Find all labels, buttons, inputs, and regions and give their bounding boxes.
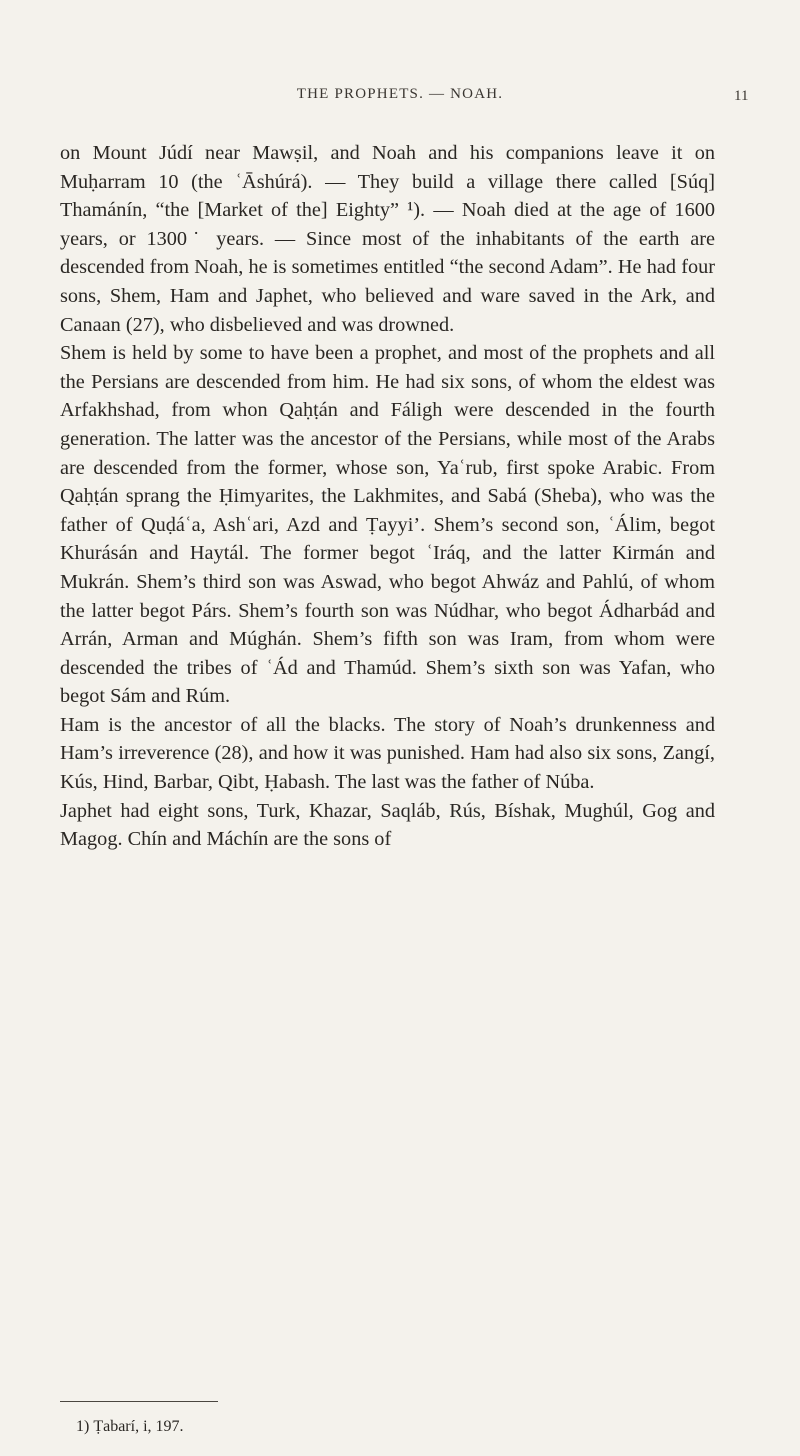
footnote: 1) Ṭabarí, i, 197. [76, 1418, 184, 1435]
paragraph: Ham is the ancestor of all the blacks. The story of Noah’s drunkenness and Ham’s irreverence (28), and how it was punished. Ham had also six sons, Zangí, Kús, Hind, Barbar, Qibt, Ḥabash. The last was the father of Núba. [60, 713, 715, 794]
paragraph: Japhet had eight sons, Turk, Khazar, Saqláb, Rús, Bíshak, Mughúl, Gog and Magog. Chín and Máchín are the sons of [60, 799, 715, 851]
paragraph: Shem is held by some to have been a prophet, and most of the prophets and all the Persians are descended from him. He had six sons, of whom the eldest was Arfakhshad, from whon Qaḥṭán and Fáligh were descended in the fourth generation. The latter was the ancestor of the Persians, while most of the Arabs are descended from the former, whose son, Yaʿrub, first spoke Arabic. From Qaḥṭán sprang the Ḥimyarites, the Lakhmites, and Sabá (Sheba), who was the father of Quḍáʿa, Ashʿari, Azd and Ṭayyi’. Shem’s second son, ʿÁlim, begot Khurásán and Haytál. The former begot ʿIráq, and the latter Kirmán and Mukrán. Shem’s third son was Aswad, who begot Ahwáz and Pahlú, of whom the latter begot Párs. Shem’s fourth son was Núdhar, who begot Ádharbád and Arrán, Arman and Múghán. Shem’s fifth son was Iram, from whom were descended the tribes of ʿÁd and Thamúd. Shem’s sixth son was Yafan, who begot Sám and Rúm. [60, 342, 715, 708]
footnote-divider [60, 1401, 218, 1402]
body-text [60, 139, 715, 854]
page-number: 11 [734, 88, 749, 104]
running-head: THE PROPHETS. — NOAH. [296, 86, 504, 102]
paragraph: on Mount Júdí near Mawṣil, and Noah and his companions leave it on Muḥarram 10 (the ʿĀshúrá). — They build a village there called [Súq] Thamánín, “the [Market of the] Eighty” ¹). — Noah died at the age of 1600 years, or 1300˙ years. — Since most of the inhabitants of the earth are descended from Noah, he is sometimes entitled “the second Adam”. He had four sons, Shem, Ham and Japhet, who believed and ware saved in the Ark, and Canaan (27), who disbelieved and was drowned. [60, 142, 715, 336]
